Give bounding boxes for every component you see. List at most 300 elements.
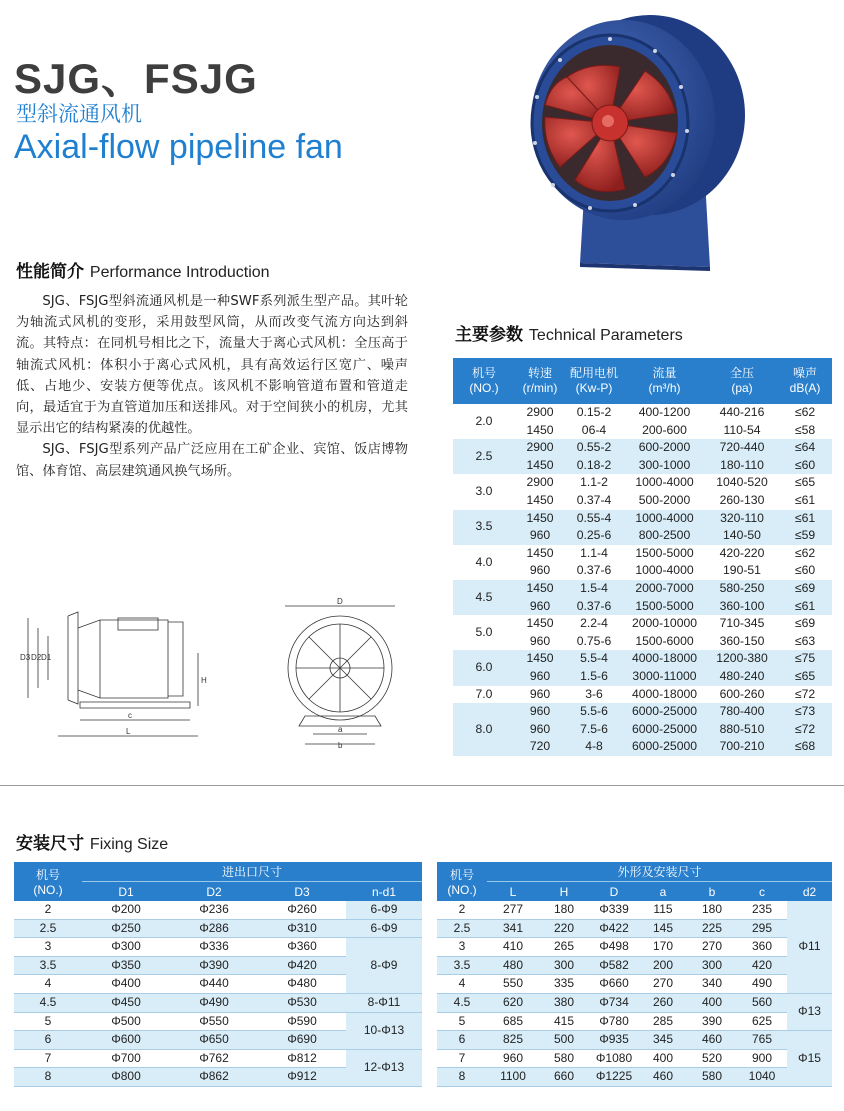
fixb-cell-5: 460 xyxy=(687,1031,737,1050)
label-d: D xyxy=(337,598,343,606)
intro-paragraph-2: SJG、FSJG型系列产品广泛应用在工矿企业、宾馆、饭店博物馆、体育馆、高层建筑通风换气场所。 xyxy=(16,442,408,479)
fixb-cell-2: 300 xyxy=(539,956,589,975)
fixb-cell-5: 390 xyxy=(687,1012,737,1031)
machine-no: 5.0 xyxy=(453,615,515,650)
technical-parameters-table xyxy=(453,358,832,756)
performance-heading xyxy=(16,257,270,282)
fixb-cell-1: 410 xyxy=(487,938,539,957)
fixa-cell-3: Φ812 xyxy=(258,1049,346,1068)
tech-cell-1: 3-6 xyxy=(565,686,623,704)
fixb-cell-1: 277 xyxy=(487,901,539,919)
fixb-cell-3: Φ780 xyxy=(589,1012,639,1031)
fixb-cell-3: Φ422 xyxy=(589,919,639,938)
technical-heading-en: Technical Parameters xyxy=(528,327,683,344)
fixb-cell-4: 200 xyxy=(639,956,687,975)
tech-cell-3: 360-100 xyxy=(706,598,778,616)
fixa-cell-3: Φ360 xyxy=(258,938,346,957)
tech-cell-4: ≤62 xyxy=(778,545,832,563)
fixb-cell-3: Φ339 xyxy=(589,901,639,919)
tech-cell-1: 1.1-2 xyxy=(565,474,623,492)
tech-cell-4: ≤69 xyxy=(778,615,832,633)
fixb-cell-0: 2.5 xyxy=(437,919,487,938)
tech-header-5: 噪声 dB(A) xyxy=(778,358,832,404)
table-row xyxy=(437,975,832,994)
fixb-cell-4: 345 xyxy=(639,1031,687,1050)
tech-cell-1: 0.55-2 xyxy=(565,439,623,457)
fixb-col-6: d2 xyxy=(787,882,832,902)
technical-heading xyxy=(455,320,683,345)
fixb-cell-6: 625 xyxy=(737,1012,787,1031)
tech-cell-2: 200-600 xyxy=(623,422,706,440)
fixb-cell-2: 265 xyxy=(539,938,589,957)
fixa-cell-3: Φ912 xyxy=(258,1068,346,1087)
fixing-heading-en: Fixing Size xyxy=(89,836,169,853)
label-d3: D3 xyxy=(20,653,31,662)
table-row xyxy=(14,1049,422,1068)
fixa-cell-2: Φ336 xyxy=(170,938,258,957)
fixa-body xyxy=(14,901,422,1086)
tech-header-1: 转速 (r/min) xyxy=(515,358,565,404)
model-title: SJG、FSJG xyxy=(14,55,258,102)
fixb-cell-0: 4.5 xyxy=(437,993,487,1012)
fixb-d2: Φ15 xyxy=(787,1031,832,1087)
fixb-d2: Φ11 xyxy=(787,901,832,993)
fixb-cell-3: Φ498 xyxy=(589,938,639,957)
tech-cell-0: 1450 xyxy=(515,650,565,668)
fixa-cell-1: Φ350 xyxy=(82,956,170,975)
fixb-cell-2: 580 xyxy=(539,1049,589,1068)
tech-cell-0: 2900 xyxy=(515,474,565,492)
fixa-cell-0: 2 xyxy=(14,901,82,919)
tech-cell-2: 4000-18000 xyxy=(623,650,706,668)
tech-cell-0: 960 xyxy=(515,562,565,580)
tech-header-2: 配用电机 (Kw-P) xyxy=(565,358,623,404)
tech-cell-1: 0.75-6 xyxy=(565,633,623,651)
label-h: H xyxy=(201,676,207,685)
fixa-nd1: 12-Φ13 xyxy=(346,1049,422,1086)
tech-cell-2: 1000-4000 xyxy=(623,562,706,580)
technical-body xyxy=(453,404,832,756)
fixb-cell-0: 3 xyxy=(437,938,487,957)
machine-no: 8.0 xyxy=(453,703,515,756)
fixa-col-0: D1 xyxy=(82,882,170,902)
fixa-nd1: 6-Φ9 xyxy=(346,919,422,938)
tech-cell-1: 7.5-6 xyxy=(565,721,623,739)
outline-install-size-table xyxy=(437,862,832,1087)
tech-cell-3: 190-51 xyxy=(706,562,778,580)
tech-cell-2: 1500-5000 xyxy=(623,598,706,616)
machine-no: 4.5 xyxy=(453,580,515,615)
fixa-cell-1: Φ500 xyxy=(82,1012,170,1031)
tech-header-0: 机号 (NO.) xyxy=(453,358,515,404)
label-b: b xyxy=(338,741,343,750)
fixb-cell-5: 180 xyxy=(687,901,737,919)
tech-cell-0: 1450 xyxy=(515,615,565,633)
tech-cell-1: 0.15-2 xyxy=(565,404,623,422)
table-row xyxy=(453,650,832,668)
fixb-cell-0: 6 xyxy=(437,1031,487,1050)
fixa-cell-3: Φ480 xyxy=(258,975,346,994)
tech-cell-2: 4000-18000 xyxy=(623,686,706,704)
fixb-column-headers xyxy=(437,882,832,902)
tech-cell-4: ≤73 xyxy=(778,703,832,721)
tech-cell-4: ≤61 xyxy=(778,510,832,528)
fixb-cell-3: Φ660 xyxy=(589,975,639,994)
fixb-cell-0: 3.5 xyxy=(437,956,487,975)
tech-cell-2: 1000-4000 xyxy=(623,510,706,528)
fixb-group-header: 外形及安装尺寸 xyxy=(487,862,832,882)
tech-cell-3: 880-510 xyxy=(706,721,778,739)
fixb-d2: Φ13 xyxy=(787,993,832,1030)
fixa-cell-3: Φ690 xyxy=(258,1031,346,1050)
chinese-title: 型斜流通风机 xyxy=(16,102,142,126)
fixb-cell-3: Φ1225 xyxy=(589,1068,639,1087)
fixb-cell-2: 180 xyxy=(539,901,589,919)
fixa-cell-2: Φ440 xyxy=(170,975,258,994)
fixb-cell-6: 360 xyxy=(737,938,787,957)
fixb-cell-6: 1040 xyxy=(737,1068,787,1087)
table-row xyxy=(453,404,832,422)
tech-cell-4: ≤65 xyxy=(778,474,832,492)
tech-cell-1: 5.5-4 xyxy=(565,650,623,668)
tech-cell-2: 6000-25000 xyxy=(623,738,706,756)
fixb-cell-2: 660 xyxy=(539,1068,589,1087)
fixa-nd1: 8-Φ11 xyxy=(346,993,422,1012)
fixb-cell-2: 220 xyxy=(539,919,589,938)
english-title: Axial-flow pipeline fan xyxy=(14,128,343,166)
tech-cell-1: 1.5-4 xyxy=(565,580,623,598)
tech-cell-1: 06-4 xyxy=(565,422,623,440)
tech-cell-1: 0.37-6 xyxy=(565,598,623,616)
fixb-cell-5: 400 xyxy=(687,993,737,1012)
tech-cell-0: 1450 xyxy=(515,545,565,563)
fixa-cell-3: Φ310 xyxy=(258,919,346,938)
tech-cell-4: ≤72 xyxy=(778,686,832,704)
tech-cell-0: 960 xyxy=(515,668,565,686)
table-row xyxy=(453,703,832,721)
fixb-cell-4: 115 xyxy=(639,901,687,919)
fixb-cell-1: 550 xyxy=(487,975,539,994)
fixa-cell-1: Φ700 xyxy=(82,1049,170,1068)
fixb-cell-4: 400 xyxy=(639,1049,687,1068)
label-l: L xyxy=(126,727,131,736)
fixb-cell-6: 420 xyxy=(737,956,787,975)
tech-cell-0: 960 xyxy=(515,633,565,651)
fixa-cell-0: 8 xyxy=(14,1068,82,1087)
table-row xyxy=(14,993,422,1012)
tech-cell-0: 960 xyxy=(515,527,565,545)
fixb-cell-4: 260 xyxy=(639,993,687,1012)
fixb-cell-1: 1100 xyxy=(487,1068,539,1087)
tech-header-4: 全压 (pa) xyxy=(706,358,778,404)
fixa-cell-2: Φ650 xyxy=(170,1031,258,1050)
fixb-cell-6: 295 xyxy=(737,919,787,938)
fixa-cell-1: Φ300 xyxy=(82,938,170,957)
table-row xyxy=(437,901,832,919)
tech-cell-1: 1.1-4 xyxy=(565,545,623,563)
tech-cell-0: 1450 xyxy=(515,422,565,440)
table-row xyxy=(14,1012,422,1031)
table-row xyxy=(437,993,832,1012)
tech-cell-2: 2000-7000 xyxy=(623,580,706,598)
technical-header-row xyxy=(453,358,832,404)
machine-no: 7.0 xyxy=(453,686,515,704)
tech-header-3: 流量 (m³/h) xyxy=(623,358,706,404)
label-d2: D2 xyxy=(31,653,42,662)
tech-cell-0: 1450 xyxy=(515,580,565,598)
fixb-cell-1: 480 xyxy=(487,956,539,975)
fixb-cell-1: 685 xyxy=(487,1012,539,1031)
tech-cell-3: 700-210 xyxy=(706,738,778,756)
fixa-cell-1: Φ250 xyxy=(82,919,170,938)
tech-cell-4: ≤60 xyxy=(778,562,832,580)
tech-cell-2: 1500-6000 xyxy=(623,633,706,651)
tech-cell-2: 3000-11000 xyxy=(623,668,706,686)
fixa-cell-0: 6 xyxy=(14,1031,82,1050)
tech-cell-3: 360-150 xyxy=(706,633,778,651)
fixb-cell-4: 270 xyxy=(639,975,687,994)
tech-cell-3: 320-110 xyxy=(706,510,778,528)
tech-cell-1: 0.55-4 xyxy=(565,510,623,528)
fixa-cell-3: Φ590 xyxy=(258,1012,346,1031)
fixb-cell-3: Φ582 xyxy=(589,956,639,975)
fixa-group-header: 进出口尺寸 xyxy=(82,862,422,882)
fixa-cell-1: Φ200 xyxy=(82,901,170,919)
tech-cell-3: 180-110 xyxy=(706,457,778,475)
fixa-nd1: 6-Φ9 xyxy=(346,901,422,919)
fixb-col-3: a xyxy=(639,882,687,902)
intro-paragraph-1: SJG、FSJG型斜流通风机是一种SWF系列派生型产品。其叶轮为轴流式风机的变形，采用鼓型风筒，从而改变气流方向达到斜流。其特点：在同机号相比之下，流量大于离心式风机：全压高于轴流式风机：体积小于离心式风机，具有高效运行区宽广、噪声低、占地少、安装方便等优点。该风机不影响管道布置和管道走向，最适宜于为直管道加压和送排风。对于空间狭小的机房，尤其显示出它的结构紧凑的优越性。 xyxy=(16,294,408,437)
table-row xyxy=(437,1012,832,1031)
fixb-cell-5: 270 xyxy=(687,938,737,957)
fixb-cell-1: 341 xyxy=(487,919,539,938)
tech-cell-3: 780-400 xyxy=(706,703,778,721)
tech-cell-0: 960 xyxy=(515,598,565,616)
tech-cell-3: 110-54 xyxy=(706,422,778,440)
fixa-cell-0: 2.5 xyxy=(14,919,82,938)
fixa-cell-2: Φ550 xyxy=(170,1012,258,1031)
tech-cell-1: 0.25-6 xyxy=(565,527,623,545)
fixa-cell-0: 7 xyxy=(14,1049,82,1068)
fixa-cell-2: Φ286 xyxy=(170,919,258,938)
fixb-col-5: c xyxy=(737,882,787,902)
tech-cell-1: 0.37-6 xyxy=(565,562,623,580)
machine-no: 6.0 xyxy=(453,650,515,685)
fixa-cell-1: Φ450 xyxy=(82,993,170,1012)
tech-cell-3: 480-240 xyxy=(706,668,778,686)
fixb-cell-2: 335 xyxy=(539,975,589,994)
front-view-drawing xyxy=(265,598,415,750)
section-divider xyxy=(0,785,844,786)
tech-cell-2: 800-2500 xyxy=(623,527,706,545)
label-a: a xyxy=(338,725,343,734)
fixb-cell-0: 4 xyxy=(437,975,487,994)
tech-cell-4: ≤72 xyxy=(778,721,832,739)
fixa-cell-2: Φ236 xyxy=(170,901,258,919)
fixb-cell-4: 460 xyxy=(639,1068,687,1087)
tech-cell-3: 600-260 xyxy=(706,686,778,704)
machine-no: 3.5 xyxy=(453,510,515,545)
machine-no: 2.5 xyxy=(453,439,515,474)
tech-cell-3: 1200-380 xyxy=(706,650,778,668)
table-row xyxy=(437,1068,832,1087)
tech-cell-4: ≤63 xyxy=(778,633,832,651)
tech-cell-0: 1450 xyxy=(515,510,565,528)
fixa-cell-2: Φ862 xyxy=(170,1068,258,1087)
tech-cell-1: 0.18-2 xyxy=(565,457,623,475)
fixing-heading xyxy=(16,829,168,854)
tech-cell-4: ≤65 xyxy=(778,668,832,686)
fixb-cell-3: Φ1080 xyxy=(589,1049,639,1068)
tech-cell-0: 960 xyxy=(515,703,565,721)
fixb-cell-5: 520 xyxy=(687,1049,737,1068)
tech-cell-3: 720-440 xyxy=(706,439,778,457)
tech-cell-0: 960 xyxy=(515,686,565,704)
tech-cell-3: 1040-520 xyxy=(706,474,778,492)
tech-cell-0: 1450 xyxy=(515,492,565,510)
tech-cell-2: 600-2000 xyxy=(623,439,706,457)
fixb-cell-0: 5 xyxy=(437,1012,487,1031)
performance-heading-en: Performance Introduction xyxy=(89,264,270,281)
fixb-cell-0: 8 xyxy=(437,1068,487,1087)
fixb-cell-4: 145 xyxy=(639,919,687,938)
performance-text xyxy=(16,291,408,482)
tech-cell-3: 710-345 xyxy=(706,615,778,633)
tech-cell-1: 2.2-4 xyxy=(565,615,623,633)
fixb-cell-6: 560 xyxy=(737,993,787,1012)
fixa-cell-1: Φ800 xyxy=(82,1068,170,1087)
fixa-no-header: 机号 (NO.) xyxy=(14,862,82,901)
fixa-col-2: D3 xyxy=(258,882,346,902)
tech-cell-1: 5.5-6 xyxy=(565,703,623,721)
tech-cell-0: 720 xyxy=(515,738,565,756)
fixb-col-1: H xyxy=(539,882,589,902)
fixb-col-0: L xyxy=(487,882,539,902)
table-row xyxy=(453,615,832,633)
table-row xyxy=(437,956,832,975)
tech-cell-0: 2900 xyxy=(515,439,565,457)
fixb-cell-6: 235 xyxy=(737,901,787,919)
fixb-body xyxy=(437,901,832,1086)
tech-cell-4: ≤61 xyxy=(778,492,832,510)
fixing-heading-cn: 安装尺寸 xyxy=(16,834,84,854)
tech-cell-4: ≤68 xyxy=(778,738,832,756)
table-row xyxy=(437,919,832,938)
machine-no: 2.0 xyxy=(453,404,515,439)
tech-cell-4: ≤69 xyxy=(778,580,832,598)
tech-cell-2: 1500-5000 xyxy=(623,545,706,563)
fixb-cell-4: 285 xyxy=(639,1012,687,1031)
table-row xyxy=(437,1031,832,1050)
fixa-cell-2: Φ762 xyxy=(170,1049,258,1068)
fixb-cell-1: 825 xyxy=(487,1031,539,1050)
tech-cell-0: 1450 xyxy=(515,457,565,475)
fixb-cell-5: 300 xyxy=(687,956,737,975)
fixb-cell-6: 900 xyxy=(737,1049,787,1068)
tech-cell-0: 2900 xyxy=(515,404,565,422)
tech-cell-4: ≤59 xyxy=(778,527,832,545)
fixb-cell-5: 580 xyxy=(687,1068,737,1087)
fixb-cell-6: 490 xyxy=(737,975,787,994)
tech-cell-3: 420-220 xyxy=(706,545,778,563)
fixa-nd1: 8-Φ9 xyxy=(346,938,422,994)
tech-cell-1: 0.37-4 xyxy=(565,492,623,510)
fixa-cell-2: Φ390 xyxy=(170,956,258,975)
table-row xyxy=(453,580,832,598)
fixb-cell-5: 225 xyxy=(687,919,737,938)
fixb-cell-3: Φ935 xyxy=(589,1031,639,1050)
fixb-cell-2: 500 xyxy=(539,1031,589,1050)
tech-cell-1: 1.5-6 xyxy=(565,668,623,686)
tech-cell-3: 140-50 xyxy=(706,527,778,545)
fixa-cell-0: 3.5 xyxy=(14,956,82,975)
tech-cell-2: 500-2000 xyxy=(623,492,706,510)
fixb-col-2: D xyxy=(589,882,639,902)
table-row xyxy=(453,545,832,563)
fixa-cell-0: 4.5 xyxy=(14,993,82,1012)
tech-cell-4: ≤61 xyxy=(778,598,832,616)
table-row xyxy=(14,938,422,957)
fixa-nd1: 10-Φ13 xyxy=(346,1012,422,1049)
tech-cell-3: 260-130 xyxy=(706,492,778,510)
fixa-cell-3: Φ260 xyxy=(258,901,346,919)
fixa-cell-1: Φ600 xyxy=(82,1031,170,1050)
table-row xyxy=(437,1049,832,1068)
tech-cell-4: ≤58 xyxy=(778,422,832,440)
fixb-cell-2: 415 xyxy=(539,1012,589,1031)
inlet-outlet-size-table xyxy=(14,862,422,1087)
fixb-cell-1: 960 xyxy=(487,1049,539,1068)
fixa-cell-3: Φ530 xyxy=(258,993,346,1012)
table-row xyxy=(453,510,832,528)
fixb-cell-4: 170 xyxy=(639,938,687,957)
table-row xyxy=(437,938,832,957)
label-d1: D1 xyxy=(41,653,52,662)
fixb-no-header: 机号 (NO.) xyxy=(437,862,487,901)
tech-cell-2: 6000-25000 xyxy=(623,703,706,721)
tech-cell-2: 6000-25000 xyxy=(623,721,706,739)
machine-no: 3.0 xyxy=(453,474,515,509)
side-view-drawing xyxy=(18,598,218,748)
fixb-cell-3: Φ734 xyxy=(589,993,639,1012)
tech-cell-4: ≤75 xyxy=(778,650,832,668)
tech-cell-2: 2000-10000 xyxy=(623,615,706,633)
fixa-cell-0: 4 xyxy=(14,975,82,994)
fixa-cell-3: Φ420 xyxy=(258,956,346,975)
label-c: c xyxy=(128,711,132,720)
table-row xyxy=(14,919,422,938)
fixa-cell-2: Φ490 xyxy=(170,993,258,1012)
fixb-cell-2: 380 xyxy=(539,993,589,1012)
tech-cell-4: ≤60 xyxy=(778,457,832,475)
fixb-col-4: b xyxy=(687,882,737,902)
technical-heading-cn: 主要参数 xyxy=(455,325,523,345)
table-row xyxy=(453,474,832,492)
fan-photo xyxy=(505,5,745,275)
tech-cell-2: 300-1000 xyxy=(623,457,706,475)
machine-no: 4.0 xyxy=(453,545,515,580)
fixa-col-3: n-d1 xyxy=(346,882,422,902)
table-row xyxy=(453,686,832,704)
fixb-cell-1: 620 xyxy=(487,993,539,1012)
tech-cell-1: 4-8 xyxy=(565,738,623,756)
tech-cell-2: 1000-4000 xyxy=(623,474,706,492)
fixa-cell-1: Φ400 xyxy=(82,975,170,994)
tech-cell-4: ≤64 xyxy=(778,439,832,457)
fixb-cell-5: 340 xyxy=(687,975,737,994)
fixa-cell-0: 3 xyxy=(14,938,82,957)
table-row xyxy=(14,901,422,919)
